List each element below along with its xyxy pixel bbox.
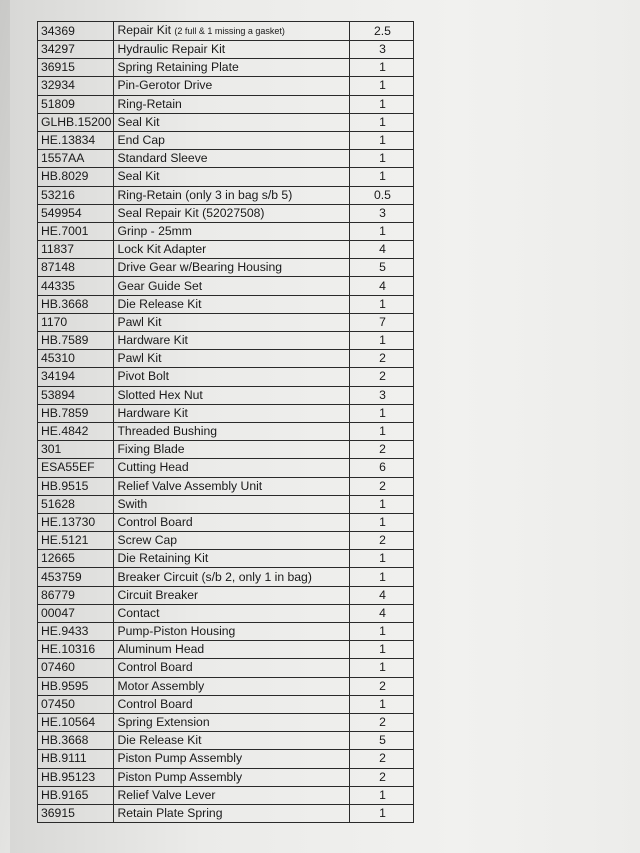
- description-text: Pump-Piston Housing: [117, 624, 236, 639]
- description-cell: [114, 313, 350, 331]
- table-row: [38, 277, 414, 295]
- part-number-cell: HE.9433: [38, 623, 114, 641]
- table-row: [38, 150, 414, 168]
- quantity-cell: 1: [350, 804, 414, 822]
- quantity-cell: 1: [350, 95, 414, 113]
- part-number-cell: 07450: [38, 695, 114, 713]
- part-number-cell: HB.8029: [38, 168, 114, 186]
- part-number-cell: HB.95123: [38, 768, 114, 786]
- table-row: [38, 441, 414, 459]
- quantity-cell: 1: [350, 659, 414, 677]
- table-row: [38, 586, 414, 604]
- part-number-cell: 87148: [38, 259, 114, 277]
- table-row: [38, 495, 414, 513]
- quantity-cell: 1: [350, 168, 414, 186]
- part-number-cell: 12665: [38, 550, 114, 568]
- table-row: [38, 568, 414, 586]
- description-cell: [114, 204, 350, 222]
- quantity-cell: 2: [350, 768, 414, 786]
- quantity-cell: 5: [350, 732, 414, 750]
- table-row: [38, 113, 414, 131]
- part-number-cell: 34297: [38, 41, 114, 59]
- description-text: Aluminum Head: [117, 642, 205, 657]
- description-text: Contact: [117, 605, 160, 620]
- part-number-cell: HB.7589: [38, 332, 114, 350]
- part-number-cell: 453759: [38, 568, 114, 586]
- description-cell: [114, 495, 350, 513]
- description-text: Relief Valve Assembly Unit: [117, 478, 263, 493]
- description-cell: [114, 404, 350, 422]
- table-row: [38, 659, 414, 677]
- part-number-cell: HE.5121: [38, 532, 114, 550]
- description-text: Control Board: [117, 660, 193, 675]
- description-cell: [114, 804, 350, 822]
- description-cell: [114, 95, 350, 113]
- part-number-cell: 11837: [38, 241, 114, 259]
- description-cell: [114, 150, 350, 168]
- table-row: [38, 313, 414, 331]
- description-cell: [114, 368, 350, 386]
- table-row: [38, 768, 414, 786]
- quantity-cell: 0.5: [350, 186, 414, 204]
- quantity-cell: 1: [350, 641, 414, 659]
- part-number-cell: 53216: [38, 186, 114, 204]
- table-row: [38, 695, 414, 713]
- table-row: [38, 350, 414, 368]
- description-text: Seal Kit: [117, 114, 160, 129]
- table-row: [38, 295, 414, 313]
- parts-table-body: [38, 22, 414, 823]
- part-number-cell: 51628: [38, 495, 114, 513]
- description-cell: [114, 713, 350, 731]
- part-number-cell: 32934: [38, 77, 114, 95]
- part-number-cell: 00047: [38, 604, 114, 622]
- quantity-cell: 2: [350, 350, 414, 368]
- description-cell: [114, 659, 350, 677]
- part-number-cell: HE.7001: [38, 222, 114, 240]
- description-text: Cutting Head: [117, 460, 189, 475]
- part-number-cell: 1557AA: [38, 150, 114, 168]
- description-cell: [114, 786, 350, 804]
- quantity-cell: 1: [350, 222, 414, 240]
- description-cell: [114, 568, 350, 586]
- quantity-cell: 2: [350, 677, 414, 695]
- description-text: Circuit Breaker: [117, 587, 199, 602]
- table-row: [38, 368, 414, 386]
- table-row: [38, 713, 414, 731]
- quantity-cell: 1: [350, 295, 414, 313]
- description-text: Pivot Bolt: [117, 369, 169, 384]
- description-cell: [114, 59, 350, 77]
- description-text: Pin-Gerotor Drive: [117, 78, 213, 93]
- table-row: [38, 386, 414, 404]
- quantity-cell: 4: [350, 604, 414, 622]
- quantity-cell: 2: [350, 477, 414, 495]
- table-row: [38, 41, 414, 59]
- part-number-cell: 34369: [38, 22, 114, 41]
- part-number-cell: 36915: [38, 804, 114, 822]
- description-cell: [114, 695, 350, 713]
- description-text: Screw Cap: [117, 533, 178, 548]
- description-cell: [114, 550, 350, 568]
- description-cell: [114, 259, 350, 277]
- part-number-cell: 549954: [38, 204, 114, 222]
- part-number-cell: HB.3668: [38, 295, 114, 313]
- description-cell: [114, 113, 350, 131]
- quantity-cell: 3: [350, 41, 414, 59]
- quantity-cell: 1: [350, 77, 414, 95]
- table-row: [38, 222, 414, 240]
- description-cell: [114, 477, 350, 495]
- quantity-cell: 1: [350, 623, 414, 641]
- quantity-cell: 2: [350, 532, 414, 550]
- part-number-cell: 34194: [38, 368, 114, 386]
- description-text: Repair Kit: [117, 23, 171, 37]
- description-cell: [114, 186, 350, 204]
- description-text: Standard Sleeve: [117, 151, 208, 166]
- table-row: [38, 168, 414, 186]
- description-text: Seal Kit: [117, 169, 160, 184]
- table-row: [38, 422, 414, 440]
- part-number-cell: HB.3668: [38, 732, 114, 750]
- table-row: [38, 204, 414, 222]
- description-cell: [114, 222, 350, 240]
- description-text: Slotted Hex Nut: [117, 387, 203, 402]
- quantity-cell: 1: [350, 113, 414, 131]
- description-text: Ring-Retain: [117, 96, 182, 111]
- description-text: Retain Plate Spring: [117, 805, 223, 820]
- description-cell: [114, 513, 350, 531]
- part-number-cell: 07460: [38, 659, 114, 677]
- description-text: Hardware Kit: [117, 405, 188, 420]
- table-row: [38, 513, 414, 531]
- quantity-cell: 3: [350, 386, 414, 404]
- quantity-cell: 1: [350, 786, 414, 804]
- description-text: Piston Pump Assembly: [117, 769, 243, 784]
- description-cell: [114, 732, 350, 750]
- description-cell: [114, 750, 350, 768]
- part-number-cell: HB.9111: [38, 750, 114, 768]
- part-number-cell: HB.9515: [38, 477, 114, 495]
- quantity-cell: 4: [350, 241, 414, 259]
- description-text: End Cap: [117, 133, 165, 148]
- description-cell: [114, 350, 350, 368]
- part-number-cell: HB.7859: [38, 404, 114, 422]
- part-number-cell: HE.13730: [38, 513, 114, 531]
- description-cell: [114, 623, 350, 641]
- description-text: Threaded Bushing: [117, 424, 218, 439]
- quantity-cell: 1: [350, 513, 414, 531]
- quantity-cell: 1: [350, 695, 414, 713]
- table-row: [38, 332, 414, 350]
- description-cell: [114, 641, 350, 659]
- table-row: [38, 677, 414, 695]
- description-text: Gear Guide Set: [117, 278, 203, 293]
- description-cell: [114, 22, 350, 41]
- description-cell: [114, 131, 350, 149]
- description-text: Breaker Circuit (s/b 2, only 1 in bag): [117, 569, 312, 584]
- description-cell: [114, 168, 350, 186]
- part-number-cell: 51809: [38, 95, 114, 113]
- description-text: Hydraulic Repair Kit: [117, 42, 226, 57]
- table-row: [38, 95, 414, 113]
- part-number-cell: 86779: [38, 586, 114, 604]
- part-number-cell: 44335: [38, 277, 114, 295]
- quantity-cell: 2: [350, 368, 414, 386]
- table-row: [38, 131, 414, 149]
- table-row: [38, 532, 414, 550]
- quantity-cell: 1: [350, 550, 414, 568]
- part-number-cell: HE.4842: [38, 422, 114, 440]
- table-row: [38, 241, 414, 259]
- table-row: [38, 404, 414, 422]
- description-text: Control Board: [117, 514, 193, 529]
- quantity-cell: 2: [350, 713, 414, 731]
- description-text: Pawl Kit: [117, 314, 162, 329]
- table-row: [38, 604, 414, 622]
- table-row: [38, 77, 414, 95]
- quantity-cell: 2: [350, 750, 414, 768]
- description-text: Motor Assembly: [117, 678, 205, 693]
- quantity-cell: 1: [350, 131, 414, 149]
- part-number-cell: 301: [38, 441, 114, 459]
- description-cell: [114, 295, 350, 313]
- part-number-cell: HB.9595: [38, 677, 114, 695]
- table-row: [38, 550, 414, 568]
- description-text: Hardware Kit: [117, 333, 188, 348]
- description-text: Lock Kit Adapter: [117, 242, 207, 257]
- description-text: Spring Retaining Plate: [117, 60, 239, 75]
- description-text: Fixing Blade: [117, 442, 185, 457]
- part-number-cell: HE.10564: [38, 713, 114, 731]
- description-note: (2 full & 1 missing a gasket): [174, 26, 285, 36]
- quantity-cell: 4: [350, 586, 414, 604]
- description-text: Control Board: [117, 696, 193, 711]
- description-text: Ring-Retain (only 3 in bag s/b 5): [117, 187, 293, 202]
- table-row: [38, 477, 414, 495]
- description-cell: [114, 532, 350, 550]
- description-text: Spring Extension: [117, 715, 210, 730]
- quantity-cell: 1: [350, 495, 414, 513]
- quantity-cell: 1: [350, 568, 414, 586]
- description-cell: [114, 77, 350, 95]
- quantity-cell: 1: [350, 422, 414, 440]
- description-text: Die Release Kit: [117, 296, 202, 311]
- part-number-cell: HE.10316: [38, 641, 114, 659]
- description-cell: [114, 332, 350, 350]
- description-text: Pawl Kit: [117, 351, 162, 366]
- description-text: Piston Pump Assembly: [117, 751, 243, 766]
- quantity-cell: 1: [350, 59, 414, 77]
- table-row: [38, 623, 414, 641]
- description-cell: [114, 768, 350, 786]
- description-cell: [114, 386, 350, 404]
- quantity-cell: 2: [350, 441, 414, 459]
- part-number-cell: 36915: [38, 59, 114, 77]
- part-number-cell: 45310: [38, 350, 114, 368]
- part-number-cell: ESA55EF: [38, 459, 114, 477]
- part-number-cell: HB.9165: [38, 786, 114, 804]
- description-text: Relief Valve Lever: [117, 787, 216, 802]
- table-row: [38, 59, 414, 77]
- description-text: Die Retaining Kit: [117, 551, 209, 566]
- description-cell: [114, 459, 350, 477]
- part-number-cell: GLHB.15200: [38, 113, 114, 131]
- table-row: [38, 750, 414, 768]
- table-row: [38, 786, 414, 804]
- part-number-cell: HE.13834: [38, 131, 114, 149]
- description-cell: [114, 41, 350, 59]
- table-row: [38, 459, 414, 477]
- table-row: [38, 641, 414, 659]
- table-row: [38, 804, 414, 822]
- quantity-cell: 1: [350, 150, 414, 168]
- description-cell: [114, 422, 350, 440]
- description-text: Swith: [117, 496, 148, 511]
- description-cell: [114, 604, 350, 622]
- quantity-cell: 1: [350, 332, 414, 350]
- quantity-cell: 5: [350, 259, 414, 277]
- description-cell: [114, 241, 350, 259]
- table-row: [38, 186, 414, 204]
- table-row: [38, 259, 414, 277]
- quantity-cell: 7: [350, 313, 414, 331]
- description-cell: [114, 441, 350, 459]
- description-text: Grinp - 25mm: [117, 223, 192, 238]
- description-cell: [114, 677, 350, 695]
- description-text: Seal Repair Kit (52027508): [117, 205, 265, 220]
- quantity-cell: 1: [350, 404, 414, 422]
- quantity-cell: 4: [350, 277, 414, 295]
- part-number-cell: 1170: [38, 313, 114, 331]
- quantity-cell: 2.5: [350, 22, 414, 41]
- description-text: Drive Gear w/Bearing Housing: [117, 260, 283, 275]
- description-cell: [114, 277, 350, 295]
- quantity-cell: 6: [350, 459, 414, 477]
- part-number-cell: 53894: [38, 386, 114, 404]
- parts-table: [37, 21, 414, 823]
- description-text: Die Release Kit: [117, 733, 202, 748]
- table-row: [38, 22, 414, 41]
- quantity-cell: 3: [350, 204, 414, 222]
- table-row: [38, 732, 414, 750]
- description-cell: [114, 586, 350, 604]
